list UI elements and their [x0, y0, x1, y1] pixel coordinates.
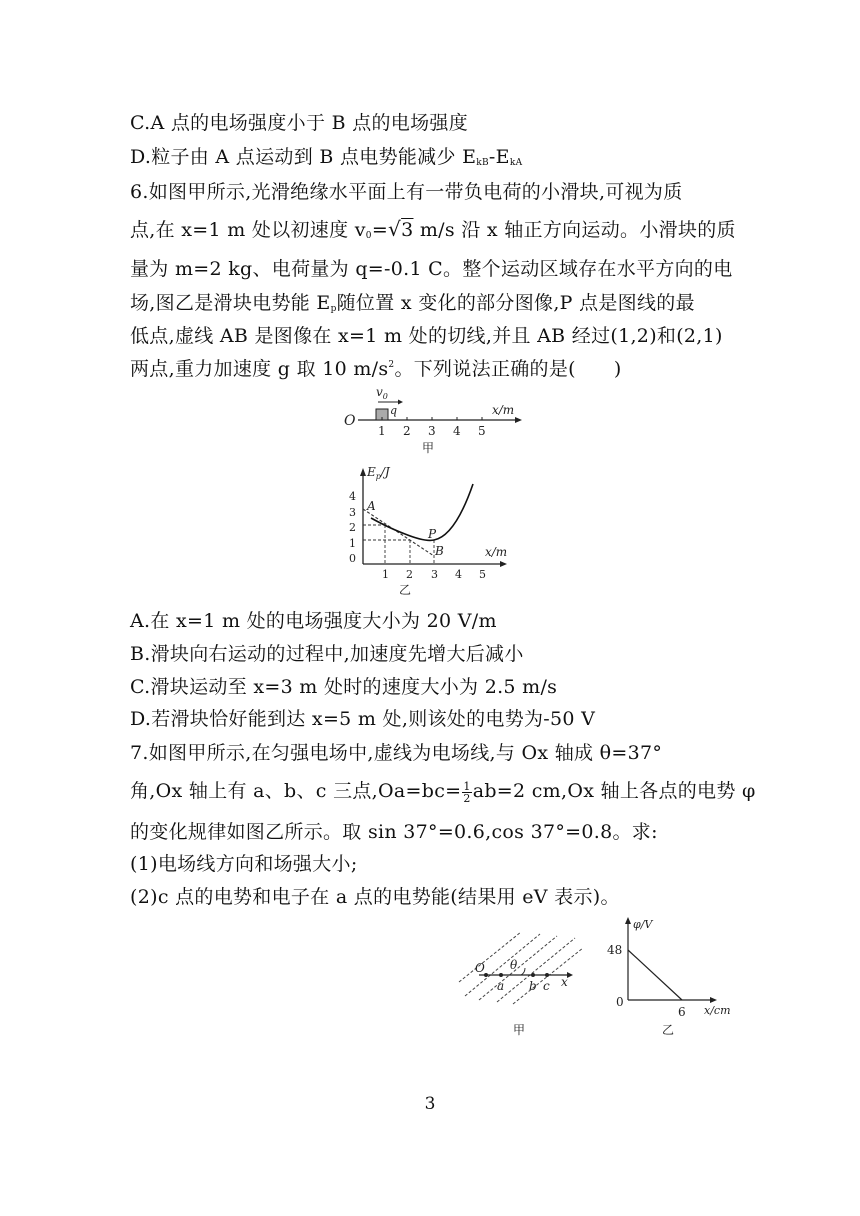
option-c-prev: C.A 点的电场强度小于 B 点的电场强度: [130, 112, 469, 134]
fig6-jia-tick-4: 4: [453, 424, 461, 438]
fig7-yi-origin: 0: [616, 995, 624, 1009]
fig7-yi: [600, 912, 740, 1042]
q7-stem-line2: 角,Ox 轴上有 a、b、c 三点,Oa=bc= $\frac{1}{2}$ ab=2 cm,Ox 轴上各点的电势 φ: [130, 779, 756, 805]
potential-line: [628, 950, 682, 1000]
fig7-jia-theta: θ: [510, 958, 518, 972]
fig6-yi-label-B: B: [435, 544, 444, 558]
q6-stem-line4: 场,图乙是滑块电势能 $E_p$随位置 x 变化的部分图像,P 点是图线的最: [130, 292, 695, 314]
fig6-yi-ytick-2: 2: [349, 521, 356, 534]
fig7-jia-a: a: [497, 979, 505, 993]
fig6-yi-ytick-3: 3: [349, 506, 356, 519]
fig6-yi-label-P: P: [428, 527, 437, 541]
fig6-jia-tick-2: 2: [403, 424, 411, 438]
fig6-jia: [340, 382, 530, 454]
fig7-yi-xlabel: x/cm: [704, 1004, 731, 1017]
q7-stem-line3: 的变化规律如图乙所示。取 sin 37°=0.6,cos 37°=0.8。求:: [130, 821, 658, 843]
fig7-jia: [455, 920, 590, 1040]
fig6-yi-ytick-4: 4: [349, 490, 356, 503]
fig6-yi-caption: 乙: [399, 583, 412, 597]
fig7-yi-y-value: 48: [607, 943, 623, 957]
fig6-jia-caption: 甲: [422, 441, 435, 454]
q6-stem-line6: 两点,重力加速度 g 取 10 $m/s^2$。下列说法正确的是( ): [130, 358, 622, 380]
fig6-yi-ytick-0: 0: [349, 552, 356, 565]
q6-option-b: B.滑块向右运动的过程中,加速度先增大后减小: [130, 643, 524, 665]
q6-stem-line2: 点,在 x=1 m 处以初速度 $v_0=√3$ m/s 沿 x 轴正方向运动。小滑块的质: [130, 217, 736, 241]
fig6-jia-tick-1: 1: [378, 424, 386, 438]
fig7-yi-x-value: 6: [678, 1005, 686, 1019]
fig6-jia-tick-3: 3: [428, 424, 436, 438]
q6-option-c: C.滑块运动至 x=3 m 处时的速度大小为 2.5 m/s: [130, 676, 558, 698]
q6-option-a: A.在 x=1 m 处的电场强度大小为 20 V/m: [130, 610, 497, 632]
fig6-yi-xtick-1: 1: [382, 568, 389, 581]
page-number: 3: [424, 1094, 436, 1114]
fig6-jia-v0: $v_0$: [376, 385, 388, 401]
fig7-jia-caption: 甲: [513, 1023, 526, 1037]
fig6-yi-xtick-4: 4: [455, 568, 462, 581]
fig6-jia-tick-5: 5: [478, 424, 486, 438]
fig6-yi-label-A: A: [367, 499, 376, 513]
energy-curve: [371, 484, 473, 540]
fig6-jia-axis-label: x/m: [492, 403, 515, 417]
fig6-yi-xtick-3: 3: [431, 568, 438, 581]
q6-stem-line5: 低点,虚线 AB 是图像在 x=1 m 处的切线,并且 AB 经过(1,2)和(2,1): [130, 325, 723, 347]
fig7-jia-c: c: [543, 979, 550, 993]
fig6-jia-origin: O: [344, 413, 356, 429]
fig7-jia-b: b: [529, 979, 537, 993]
fig7-jia-O: O: [475, 961, 485, 975]
fig6-yi-xtick-5: 5: [479, 568, 486, 581]
tangent-line-AB: [363, 509, 434, 556]
option-d-prev: D.粒子由 A 点运动到 B 点电势能减少 $E_{kB}-E_{kA}$: [130, 146, 523, 168]
q7-question-2: (2)c 点的电势和电子在 a 点的电势能(结果用 eV 表示)。: [130, 886, 620, 908]
fig7-yi-caption: 乙: [662, 1023, 675, 1037]
q6-option-d: D.若滑块恰好能到达 x=5 m 处,则该处的电势为-50 V: [130, 708, 596, 730]
fig6-yi-xtick-2: 2: [406, 568, 413, 581]
fig6-yi: [345, 462, 525, 600]
q6-stem-line1: 6.如图甲所示,光滑绝缘水平面上有一带负电荷的小滑块,可视为质: [130, 181, 683, 203]
q7-question-1: (1)电场线方向和场强大小;: [130, 853, 358, 875]
fig6-yi-ytick-1: 1: [349, 537, 356, 550]
fig6-jia-q: q: [390, 404, 398, 417]
q7-stem-line1: 7.如图甲所示,在匀强电场中,虚线为电场线,与 Ox 轴成 θ=37°: [130, 742, 663, 764]
fig6-yi-xlabel: x/m: [485, 545, 508, 559]
fig7-jia-x: x: [561, 975, 568, 989]
fig6-yi-ylabel: $E_p/J$: [367, 465, 390, 481]
fig7-yi-ylabel: φ/V: [633, 918, 653, 931]
q6-stem-line3: 量为 m=2 kg、电荷量为 q=-0.1 C。整个运动区域存在水平方向的电: [130, 258, 733, 280]
